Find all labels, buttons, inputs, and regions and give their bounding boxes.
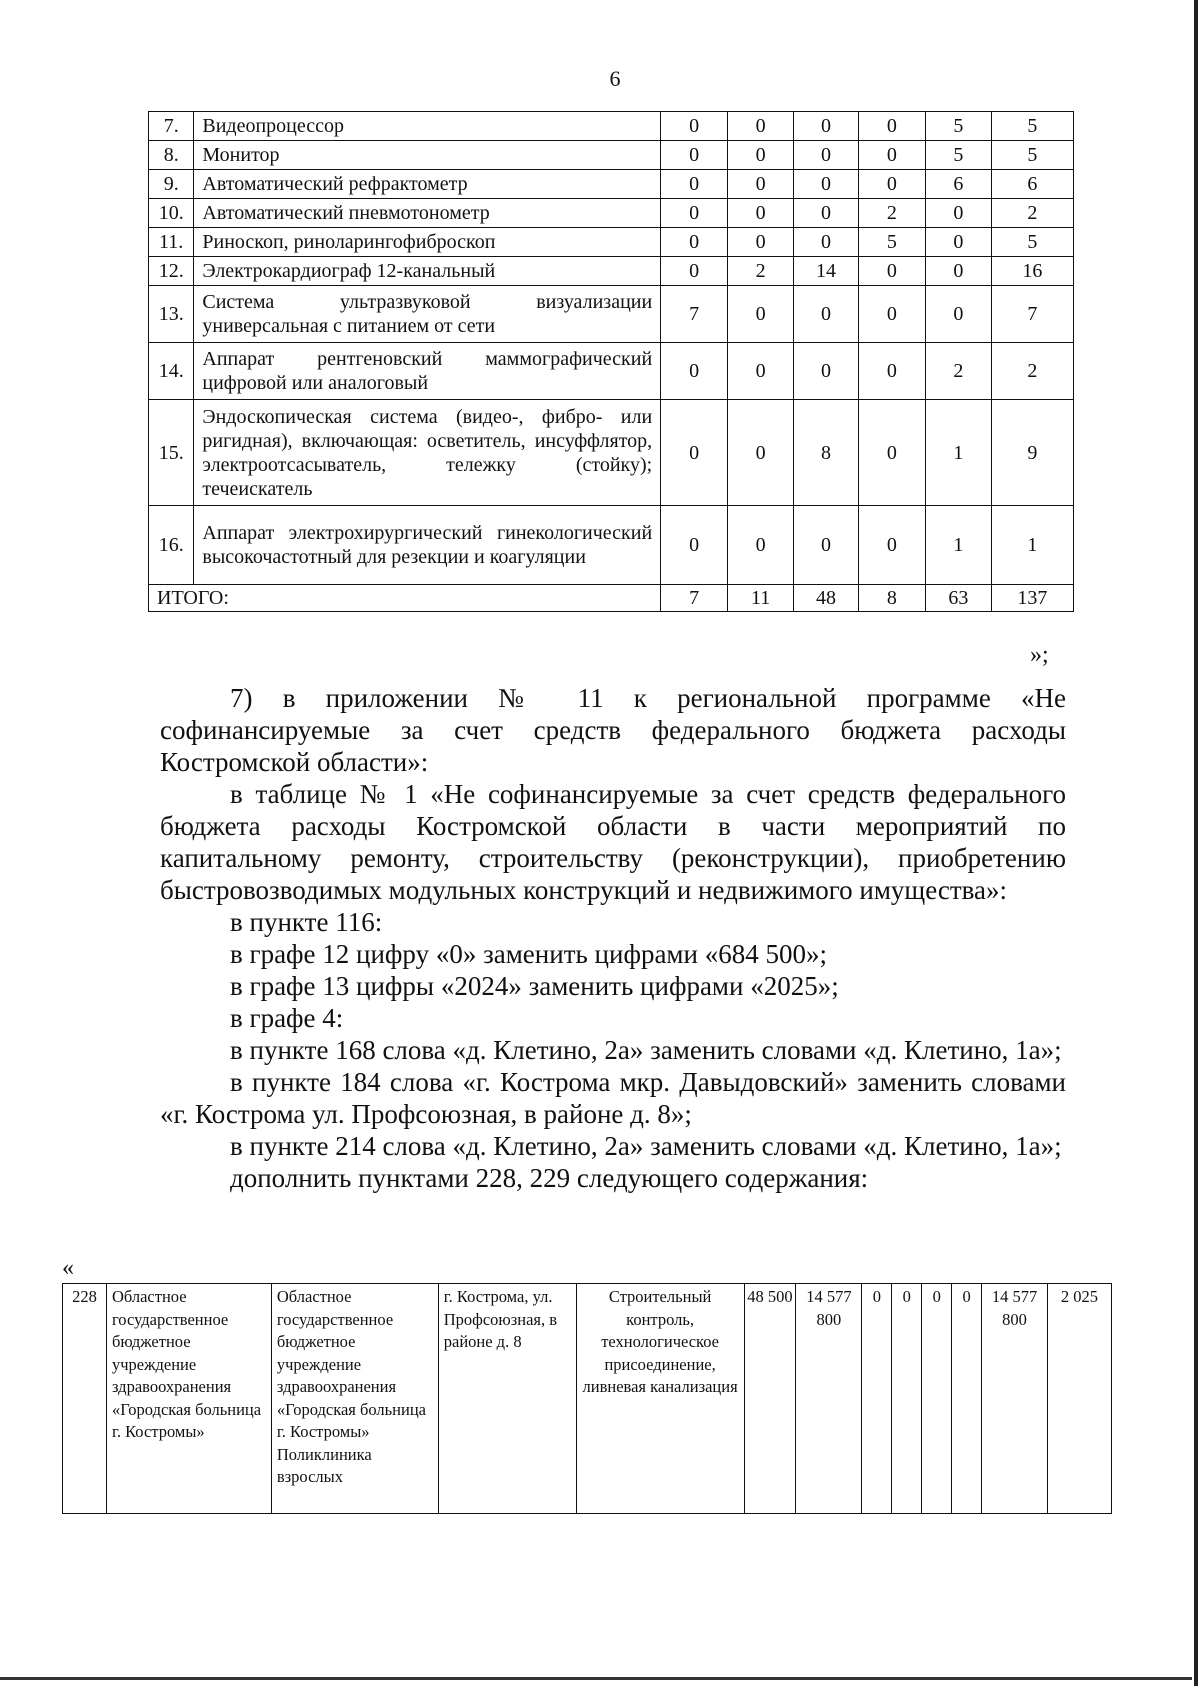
- added-items-table: [62, 1283, 1112, 1514]
- cell-value: 0: [794, 141, 859, 170]
- cell-value: 5: [925, 141, 991, 170]
- facility-cell: Областное государственное бюджетное учреждение здравоохранения «Городская больница г. Костромы» Поликлиника взрослых: [271, 1284, 438, 1514]
- cell-value: 0: [858, 141, 925, 170]
- cell-value: 5: [991, 112, 1073, 141]
- opening-quote: «: [62, 1255, 74, 1281]
- amendment-text: [160, 682, 1066, 1194]
- paragraph: в пункте 116:: [230, 907, 383, 937]
- cell-value: 0: [661, 199, 728, 228]
- total-value: 137: [991, 585, 1073, 612]
- row-name: Аппарат электрохирургический гинекологический высокочастотный для резекции и коагуляции: [194, 506, 661, 585]
- page-edge-bottom: [0, 1677, 1192, 1680]
- table-row: [149, 141, 1074, 170]
- table-row: [149, 170, 1074, 199]
- row-name: Автоматический рефрактометр: [194, 170, 661, 199]
- cell-value: 0: [661, 400, 728, 506]
- total-label: ИТОГО:: [149, 585, 661, 612]
- total-value: 63: [925, 585, 991, 612]
- cell-value: 2: [728, 257, 794, 286]
- total-value: 7: [661, 585, 728, 612]
- cell-value: 14: [794, 257, 859, 286]
- cell-value: 7: [991, 286, 1073, 343]
- cell-value: 2: [991, 343, 1073, 400]
- row-number: 10.: [149, 199, 194, 228]
- cell-value: 0: [661, 112, 728, 141]
- cell-value: 6: [991, 170, 1073, 199]
- row-name: Электрокардиограф 12-канальный: [194, 257, 661, 286]
- row-name: Эндоскопическая система (видео-, фибро- или ригидная), включающая: осветитель, инсуффлятор, электроотсасыватель, тележку (стойку); течеискатель: [194, 400, 661, 506]
- cell-value: 0: [661, 228, 728, 257]
- year-cell: 2 025: [1047, 1284, 1111, 1514]
- zero-cell: 0: [922, 1284, 952, 1514]
- table-row: [149, 286, 1074, 343]
- cell-value: 0: [728, 112, 794, 141]
- total-value: 48: [794, 585, 859, 612]
- cell-value: 6: [925, 170, 991, 199]
- cell-value: 0: [661, 343, 728, 400]
- row-name: Аппарат рентгеновский маммографический цифровой или аналоговый: [194, 343, 661, 400]
- total-value: 8: [858, 585, 925, 612]
- cell-value: 0: [794, 112, 859, 141]
- cell-value: 9: [991, 400, 1073, 506]
- cell-value: 2: [858, 199, 925, 228]
- cell-value: 0: [858, 170, 925, 199]
- row-number: 16.: [149, 506, 194, 585]
- cell-value: 0: [794, 228, 859, 257]
- amount-cell: 14 577 800: [796, 1284, 862, 1514]
- cell-value: 1: [991, 506, 1073, 585]
- cell-value: 0: [925, 257, 991, 286]
- cell-value: 0: [925, 228, 991, 257]
- cell-value: 5: [991, 228, 1073, 257]
- table-total-row: [149, 585, 1074, 612]
- cell-value: 0: [858, 112, 925, 141]
- table-row: [149, 343, 1074, 400]
- row-name: Автоматический пневмотонометр: [194, 199, 661, 228]
- cell-value: 16: [991, 257, 1073, 286]
- zero-cell: 0: [892, 1284, 922, 1514]
- page-number: 6: [609, 66, 621, 91]
- table-row: [149, 228, 1074, 257]
- item-number: 228: [63, 1284, 107, 1514]
- paragraph: в графе 12 цифру «0» заменить цифрами «684 500»;: [230, 939, 827, 969]
- paragraph: в пункте 184 слова «г. Кострома мкр. Давыдовский» заменить словами «г. Кострома ул. Профсоюзная, в районе д. 8»;: [160, 1067, 1066, 1129]
- works-cell: Строительный контроль, технологическое присоединение, ливневая канализация: [576, 1284, 744, 1514]
- row-name: Система ультразвуковой визуализации универсальная с питанием от сети: [194, 286, 661, 343]
- equipment-table: [148, 111, 1074, 612]
- cell-value: 0: [728, 170, 794, 199]
- zero-cell: 0: [862, 1284, 892, 1514]
- row-number: 13.: [149, 286, 194, 343]
- paragraph: в пункте 214 слова «д. Клетино, 2а» заменить словами «д. Клетино, 1а»;: [230, 1131, 1062, 1161]
- amount-cell: 14 577 800: [982, 1284, 1048, 1514]
- paragraph: 7) в приложении № 11 к региональной программе «Не софинансируемые за счет средств федерального бюджета расходы Костромской области»:: [160, 683, 1066, 777]
- cell-value: 0: [925, 199, 991, 228]
- closing-quote: »;: [1030, 642, 1049, 668]
- cell-value: 0: [728, 228, 794, 257]
- institution-cell: Областное государственное бюджетное учреждение здравоохранения «Городская больница г. Костромы»: [106, 1284, 271, 1514]
- cell-value: 2: [991, 199, 1073, 228]
- paragraph: дополнить пунктами 228, 229 следующего содержания:: [230, 1163, 869, 1193]
- row-name: Видеопроцессор: [194, 112, 661, 141]
- cell-value: 5: [925, 112, 991, 141]
- cell-value: 0: [925, 286, 991, 343]
- address-cell: г. Кострома, ул. Профсоюзная, в районе д. 8: [438, 1284, 576, 1514]
- cell-value: 7: [661, 286, 728, 343]
- cell-value: 0: [794, 286, 859, 343]
- zero-cell: 0: [952, 1284, 982, 1514]
- row-number: 9.: [149, 170, 194, 199]
- cell-value: 0: [794, 170, 859, 199]
- cell-value: 0: [858, 400, 925, 506]
- cell-value: 2: [925, 343, 991, 400]
- cell-value: 5: [991, 141, 1073, 170]
- cell-value: 0: [858, 257, 925, 286]
- paragraph: в графе 13 цифры «2024» заменить цифрами «2025»;: [230, 971, 839, 1001]
- cell-value: 0: [858, 343, 925, 400]
- cell-value: 0: [794, 199, 859, 228]
- cell-value: 0: [794, 343, 859, 400]
- cell-value: 0: [661, 506, 728, 585]
- table-row: [149, 199, 1074, 228]
- row-number: 12.: [149, 257, 194, 286]
- row-name: Риноскоп, риноларингофиброскоп: [194, 228, 661, 257]
- paragraph: в таблице № 1 «Не софинансируемые за счет средств федерального бюджета расходы Костромской области в части мероприятий по капитальному ремонту, строительству (реконструкции), приобретению быстровозводимых модульных конструкций и недвижимого имущества»:: [160, 779, 1066, 905]
- table-row: [149, 400, 1074, 506]
- cell-value: 8: [794, 400, 859, 506]
- cell-value: 0: [728, 400, 794, 506]
- cell-value: 0: [728, 199, 794, 228]
- cell-value: 0: [661, 170, 728, 199]
- cell-value: 0: [728, 141, 794, 170]
- row-number: 15.: [149, 400, 194, 506]
- cell-value: 0: [661, 141, 728, 170]
- row-name: Монитор: [194, 141, 661, 170]
- cell-value: 0: [728, 506, 794, 585]
- amount-cell: 48 500: [744, 1284, 796, 1514]
- cell-value: 0: [858, 286, 925, 343]
- cell-value: 0: [661, 257, 728, 286]
- row-number: 11.: [149, 228, 194, 257]
- cell-value: 0: [858, 506, 925, 585]
- row-number: 7.: [149, 112, 194, 141]
- cell-value: 0: [728, 343, 794, 400]
- cell-value: 0: [794, 506, 859, 585]
- cell-value: 1: [925, 506, 991, 585]
- total-value: 11: [728, 585, 794, 612]
- cell-value: 1: [925, 400, 991, 506]
- table-row: [149, 506, 1074, 585]
- page-edge-right: [1194, 0, 1198, 1686]
- paragraph: в пункте 168 слова «д. Клетино, 2а» заменить словами «д. Клетино, 1а»;: [230, 1035, 1062, 1065]
- paragraph: в графе 4:: [230, 1003, 344, 1033]
- cell-value: 0: [728, 286, 794, 343]
- row-number: 14.: [149, 343, 194, 400]
- table-row: [63, 1284, 1112, 1514]
- table-row: [149, 257, 1074, 286]
- row-number: 8.: [149, 141, 194, 170]
- cell-value: 5: [858, 228, 925, 257]
- table-row: [149, 112, 1074, 141]
